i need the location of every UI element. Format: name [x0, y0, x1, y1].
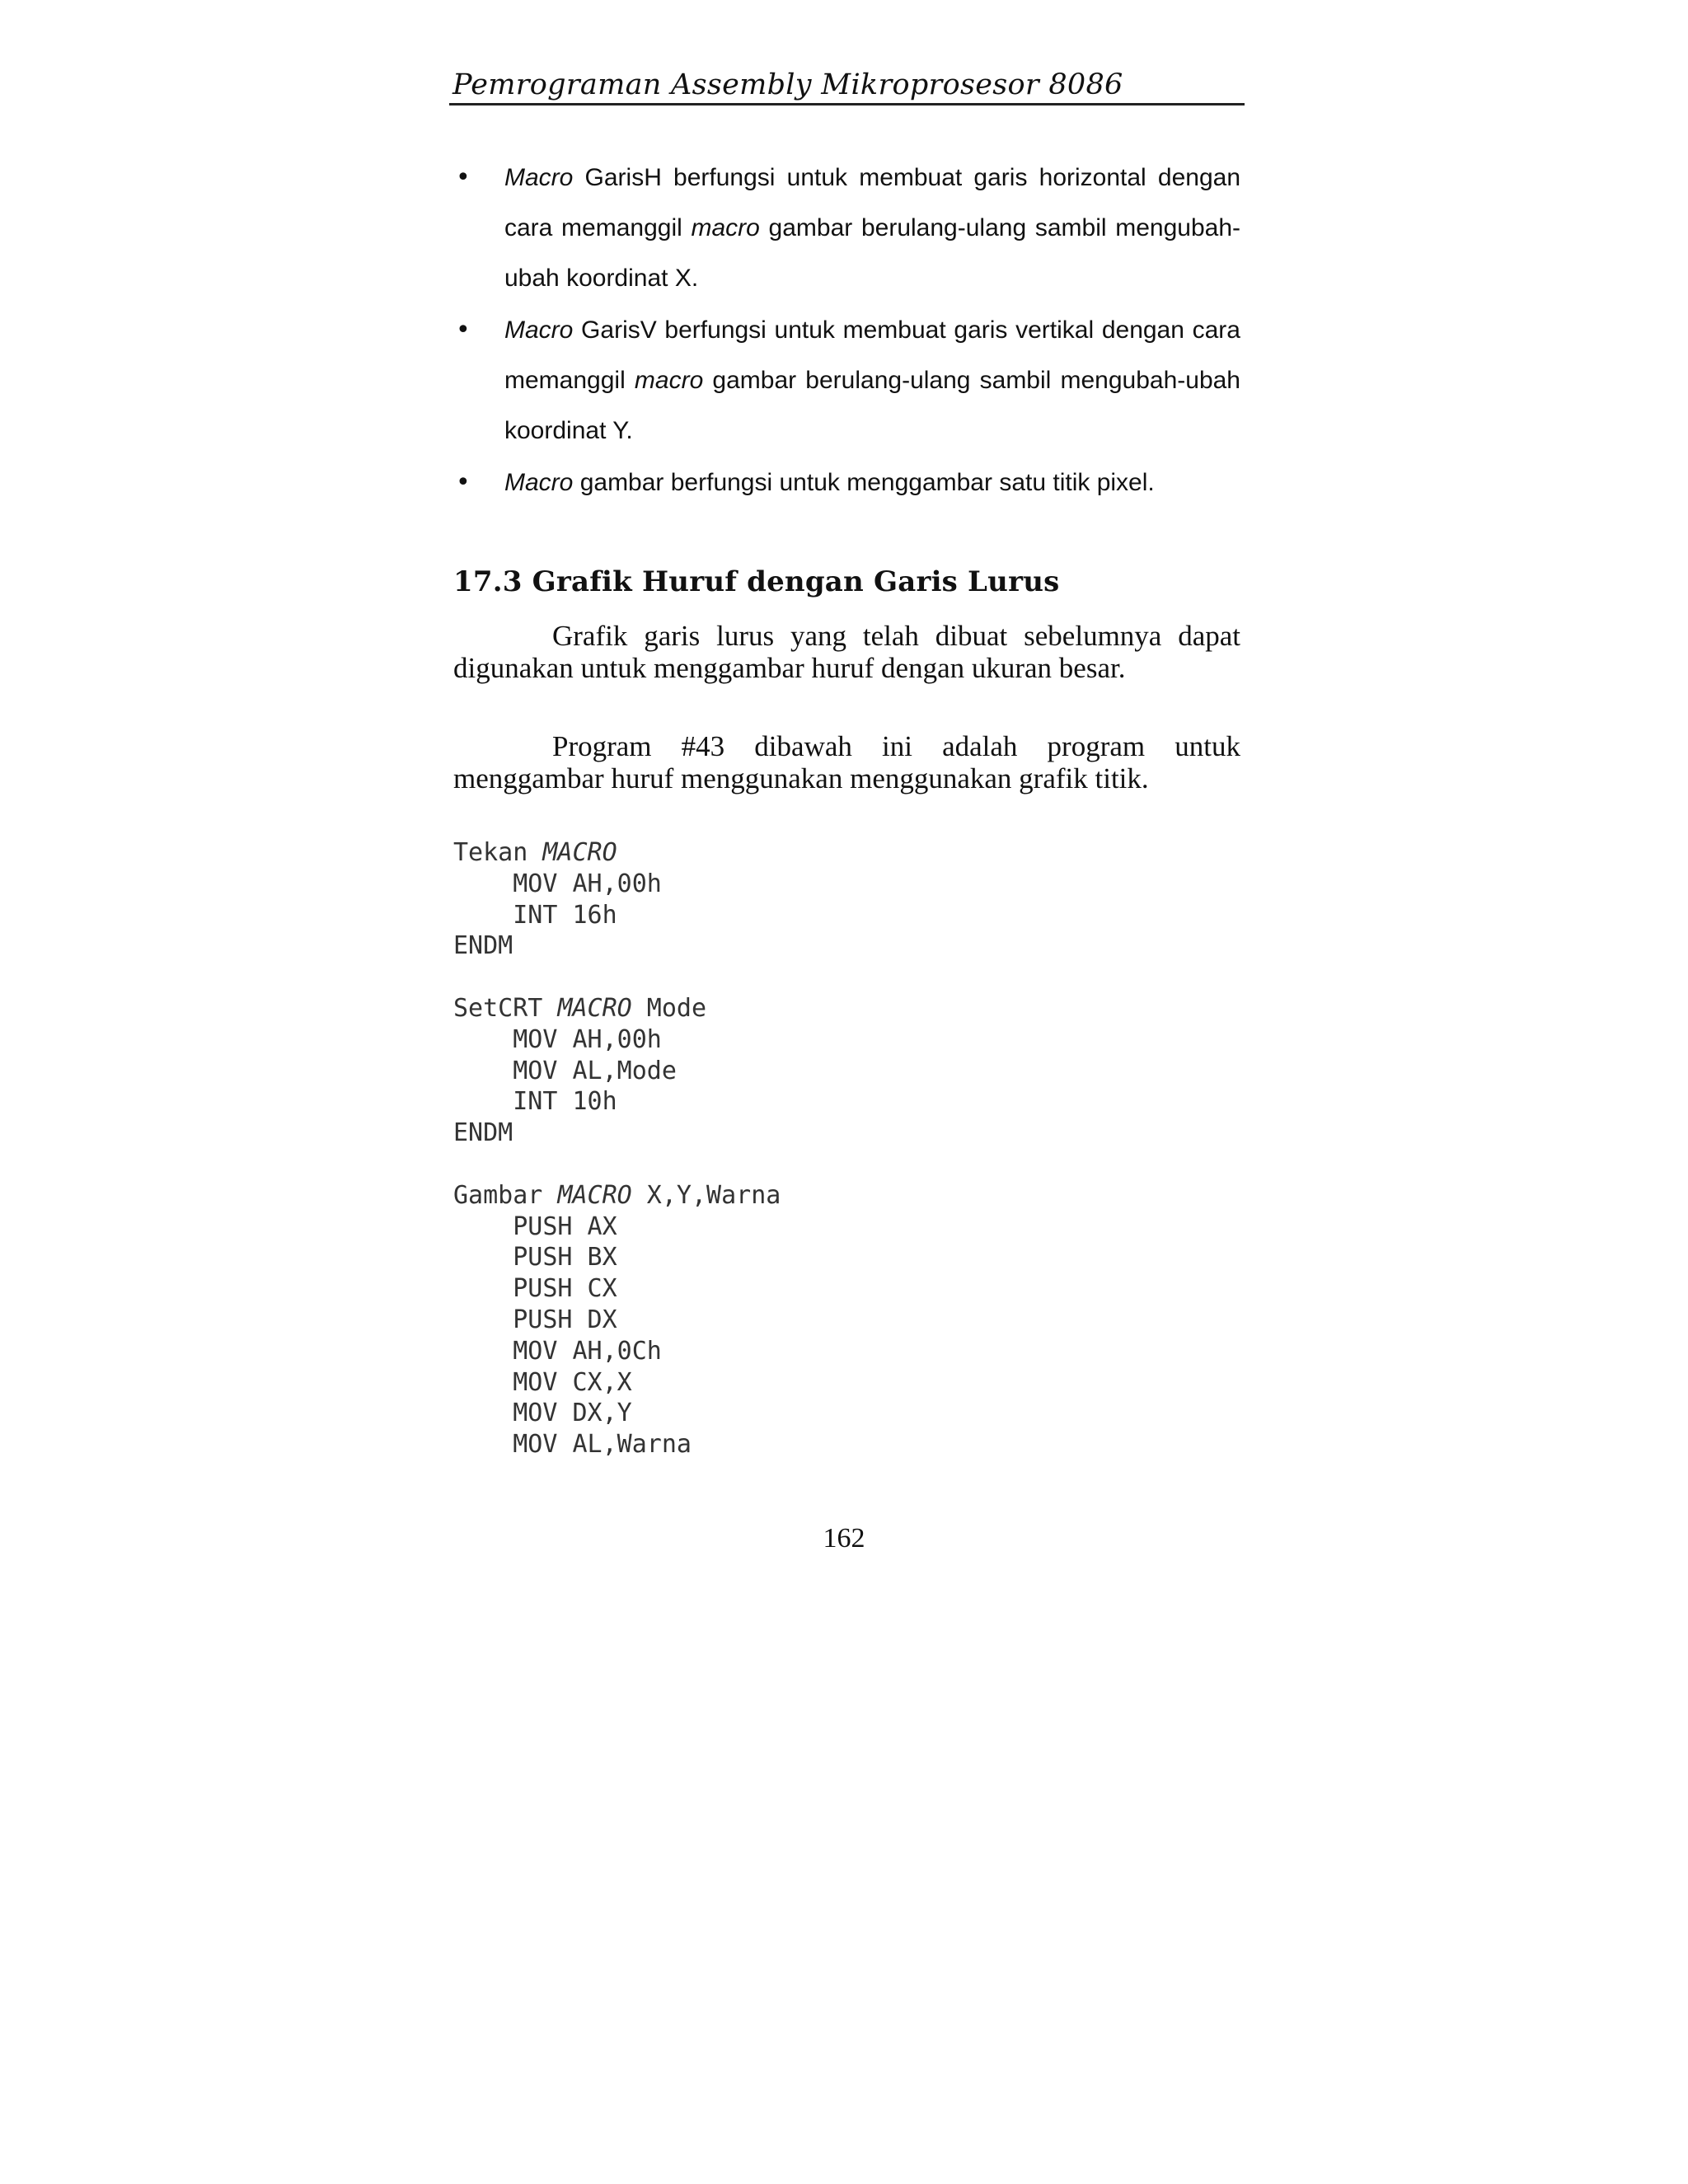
code-keyword: MACRO [557, 1180, 632, 1210]
code-text: MOV AL,Mode [453, 1056, 677, 1085]
code-text: PUSH BX [453, 1243, 617, 1272]
code-text: PUSH CX [453, 1274, 617, 1304]
code-line [453, 1429, 781, 1460]
running-header [449, 64, 1245, 105]
code-line [453, 1305, 781, 1336]
bullet-icon: • [456, 163, 471, 192]
list-item [449, 152, 1240, 303]
code-line [453, 993, 781, 1024]
code-text: MOV CX,X [453, 1367, 632, 1397]
code-line [453, 1242, 781, 1273]
bullet-icon: • [456, 468, 471, 497]
code-line [453, 1398, 781, 1429]
code-line [453, 1118, 781, 1149]
code-line [453, 1056, 781, 1087]
code-listing [453, 837, 781, 1460]
term: Macro [504, 316, 574, 344]
code-text: ENDM [453, 1118, 513, 1148]
code-text: X,Y,Warna [631, 1180, 781, 1210]
code-line [453, 1149, 781, 1180]
code-text: MOV AH,00h [453, 1024, 662, 1054]
code-text: INT 10h [453, 1087, 617, 1117]
code-text: INT 16h [453, 900, 617, 930]
code-keyword: MACRO [557, 993, 632, 1023]
code-text: MOV AH,00h [453, 869, 662, 898]
code-line [453, 1180, 781, 1212]
code-line [453, 1024, 781, 1056]
term: Macro [504, 469, 574, 496]
code-line [453, 1367, 781, 1399]
code-text: MOV AH,0Ch [453, 1336, 662, 1366]
code-text: PUSH DX [453, 1305, 617, 1334]
code-text: MOV DX,Y [453, 1399, 632, 1428]
code-text: Tekan [453, 838, 543, 867]
running-header-title: Pemrograman Assembly Mikroprosesor 8086 [452, 68, 1123, 101]
code-line [453, 1273, 781, 1305]
list-item-text: Macro GarisV berfungsi untuk membuat garis vertikal dengan cara memanggil macro gambar berulang-ulang sambil mengubah-ubah koordinat Y. [504, 316, 1240, 444]
bullet-icon: • [456, 316, 471, 344]
list-item [449, 305, 1240, 456]
list-item-text: Macro GarisH berfungsi untuk membuat garis horizontal dengan cara memanggil macro gambar berulang-ulang sambil mengubah-ubah koordinat X. [504, 164, 1240, 292]
code-line [453, 1336, 781, 1367]
section-heading: 17.3 Grafik Huruf dengan Garis Lurus [453, 565, 1060, 598]
code-text: PUSH AX [453, 1212, 617, 1241]
code-line [453, 837, 781, 869]
page-number: 162 [823, 1523, 865, 1554]
code-line [453, 900, 781, 931]
code-text: ENDM [453, 931, 513, 961]
term: macro [691, 214, 760, 241]
term: Macro [504, 164, 574, 191]
code-line [453, 962, 781, 993]
code-line [453, 1086, 781, 1118]
code-text: Mode [631, 993, 707, 1023]
code-text: Gambar [453, 1180, 558, 1210]
code-text: SetCRT [453, 993, 558, 1023]
body-paragraph: Program #43 dibawah ini adalah program untuk menggambar huruf menggunakan menggunakan grafik titik. [453, 730, 1240, 794]
macro-description-list [449, 152, 1240, 509]
term: macro [634, 367, 704, 394]
list-item-text: Macro gambar berfungsi untuk menggambar satu titik pixel. [504, 469, 1155, 496]
body-paragraph: Grafik garis lurus yang telah dibuat sebelumnya dapat digunakan untuk menggambar huruf dengan ukuran besar. [453, 620, 1240, 684]
code-keyword: MACRO [542, 838, 617, 867]
code-text: MOV AL,Warna [453, 1430, 692, 1460]
code-line [453, 1212, 781, 1243]
code-line [453, 930, 781, 962]
list-item [449, 457, 1240, 508]
code-line [453, 869, 781, 900]
